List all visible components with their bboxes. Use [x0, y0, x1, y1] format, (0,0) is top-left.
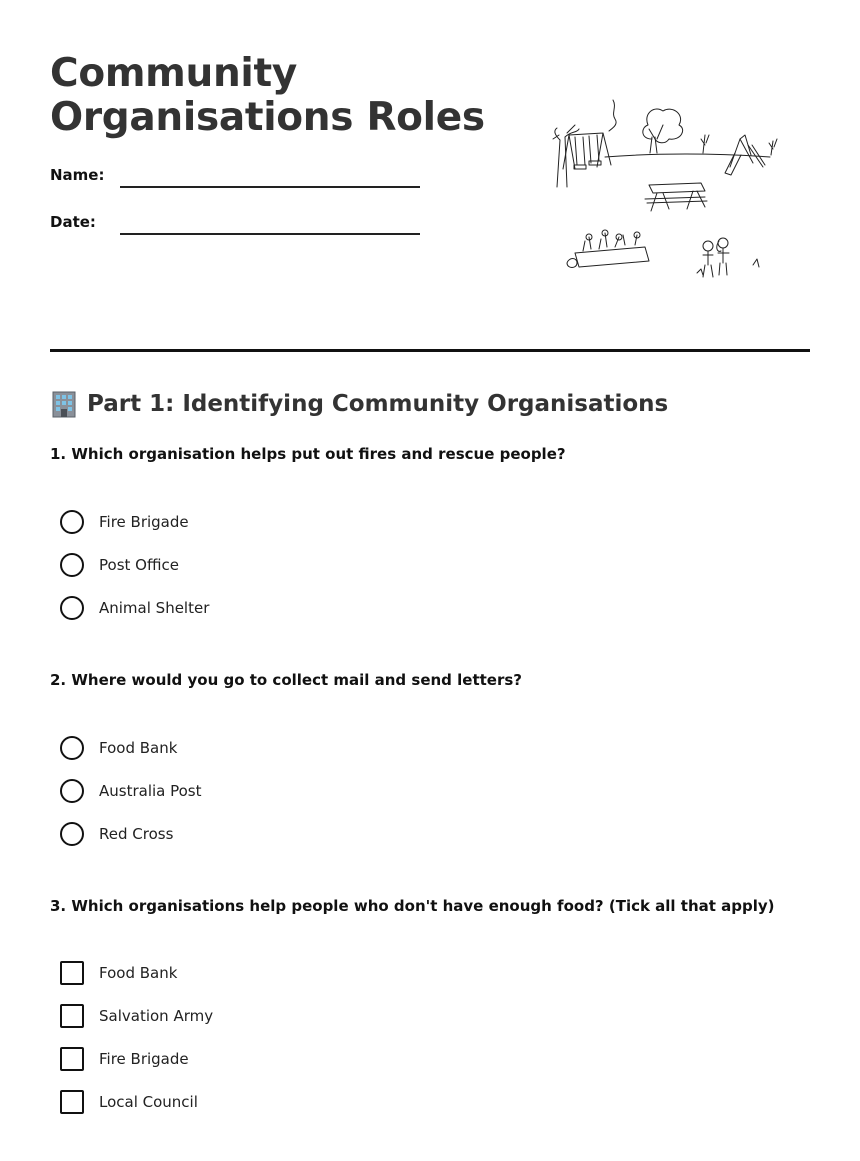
radio-button[interactable] [60, 779, 84, 803]
title-line-2: Organisations Roles [50, 95, 485, 140]
date-label: Date: [50, 213, 96, 231]
radio-button[interactable] [60, 510, 84, 534]
q2-option-red-cross[interactable] [60, 821, 173, 847]
part1-heading-text: Part 1: Identifying Community Organisations [87, 391, 669, 417]
question-2: 2. Where would you go to collect mail and send letters? [50, 671, 522, 689]
park-playground-illustration [545, 95, 790, 285]
checkbox[interactable] [60, 961, 84, 985]
option-label: Salvation Army [99, 1007, 214, 1025]
q2-option-australia-post[interactable] [60, 778, 202, 804]
radio-button[interactable] [60, 736, 84, 760]
checkbox[interactable] [60, 1090, 84, 1114]
office-building-icon [50, 390, 78, 418]
name-label: Name: [50, 166, 105, 184]
date-field[interactable] [120, 233, 420, 235]
q1-option-animal-shelter[interactable] [60, 595, 209, 621]
q3-option-fire-brigade[interactable] [60, 1046, 189, 1072]
name-field[interactable] [120, 186, 420, 188]
option-label: Australia Post [99, 782, 202, 800]
option-label: Post Office [99, 556, 179, 574]
q3-option-salvation-army[interactable] [60, 1003, 213, 1029]
option-label: Fire Brigade [99, 1050, 189, 1068]
radio-button[interactable] [60, 822, 84, 846]
q1-option-fire-brigade[interactable] [60, 509, 189, 535]
q3-option-local-council[interactable] [60, 1089, 198, 1115]
q2-option-food-bank[interactable] [60, 735, 177, 761]
section-divider [50, 349, 810, 352]
option-label: Red Cross [99, 825, 174, 843]
checkbox[interactable] [60, 1047, 84, 1071]
question-1: 1. Which organisation helps put out fires and rescue people? [50, 445, 566, 463]
radio-button[interactable] [60, 596, 84, 620]
checkbox[interactable] [60, 1004, 84, 1028]
radio-button[interactable] [60, 553, 84, 577]
q3-option-food-bank[interactable] [60, 960, 177, 986]
part1-heading [50, 388, 668, 420]
option-label: Food Bank [99, 739, 178, 757]
title-line-1: Community [50, 51, 297, 96]
option-label: Animal Shelter [99, 599, 210, 617]
option-label: Food Bank [99, 964, 178, 982]
option-label: Local Council [99, 1093, 198, 1111]
worksheet-title [50, 52, 485, 140]
q1-option-post-office[interactable] [60, 552, 179, 578]
option-label: Fire Brigade [99, 513, 189, 531]
question-3: 3. Which organisations help people who don't have enough food? (Tick all that apply) [50, 897, 775, 915]
